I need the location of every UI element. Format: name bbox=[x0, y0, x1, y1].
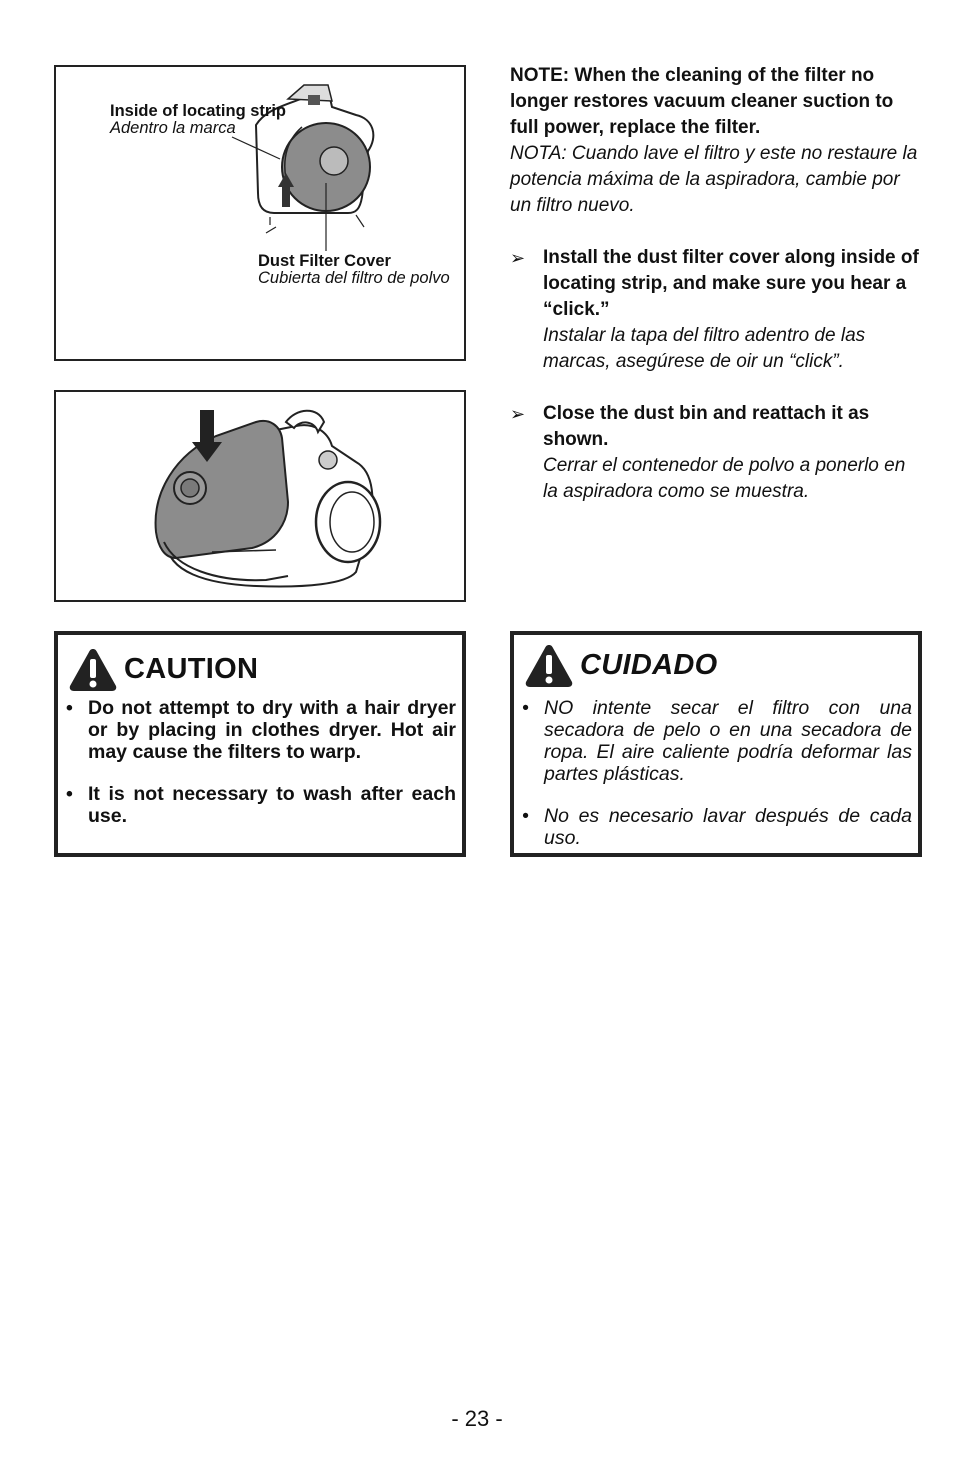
cuidado-box bbox=[510, 631, 922, 857]
step-install-cover bbox=[510, 245, 920, 375]
caution-title: CAUTION bbox=[124, 652, 259, 685]
arrow-bullet-icon: ➢ bbox=[510, 248, 526, 268]
page-number: - 23 - bbox=[451, 1406, 503, 1431]
note-en: NOTE: When the cleaning of the filter no longer restores vacuum cleaner suction to full power, replace the filter. bbox=[510, 65, 894, 138]
step-install-cover-es: Instalar la tapa del filtro adentro de las marcas, asegúrese de oir un “click”. bbox=[543, 325, 866, 372]
cuidado-item: • NO intente secar el filtro con una secadora de pelo o en una secadora de ropa. El aire caliente podría deformar las partes plásticas. bbox=[520, 697, 912, 785]
caution-item: • Do not attempt to dry with a hair dryer or by placing in clothes dryer. Hot air may cause the filters to warp. bbox=[64, 697, 456, 763]
caution-item: • It is not necessary to wash after each use. bbox=[64, 783, 456, 827]
cuidado-item: • No es necesario lavar después de cada uso. bbox=[520, 805, 912, 849]
figure-reattach-dust-bin bbox=[54, 390, 466, 602]
cuidado-title: CUIDADO bbox=[580, 648, 718, 681]
note-replace-filter bbox=[510, 63, 920, 219]
callout-dust-filter-cover bbox=[258, 253, 458, 287]
cuidado-list bbox=[520, 697, 912, 869]
callout-locating-strip-es: Adentro la marca bbox=[110, 119, 236, 137]
caution-list bbox=[64, 697, 456, 847]
step-close-dust-bin bbox=[510, 401, 920, 505]
callout-dust-filter-cover-en: Dust Filter Cover bbox=[258, 252, 391, 270]
step-close-dust-bin-es: Cerrar el contenedor de polvo a ponerlo en la aspiradora como se muestra. bbox=[543, 455, 906, 502]
callout-dust-filter-cover-es: Cubierta del filtro de polvo bbox=[258, 269, 450, 287]
callout-locating-strip-en: Inside of locating strip bbox=[110, 102, 287, 120]
step-install-cover-en: Install the dust filter cover along inside of locating strip, and make sure you hear a “click.” bbox=[543, 247, 919, 320]
note-es: NOTA: Cuando lave el filtro y este no restaure la potencia máxima de la aspiradora, cambie por un filtro nuevo. bbox=[510, 143, 918, 216]
figure-dust-filter-cover bbox=[54, 65, 466, 361]
vacuum-illustration bbox=[56, 392, 464, 600]
warning-triangle-icon bbox=[68, 646, 118, 692]
caution-box bbox=[54, 631, 466, 857]
callout-locating-strip bbox=[110, 103, 286, 137]
step-close-dust-bin-en: Close the dust bin and reattach it as shown. bbox=[543, 403, 870, 450]
warning-triangle-icon bbox=[524, 642, 574, 688]
arrow-bullet-icon: ➢ bbox=[510, 404, 526, 424]
